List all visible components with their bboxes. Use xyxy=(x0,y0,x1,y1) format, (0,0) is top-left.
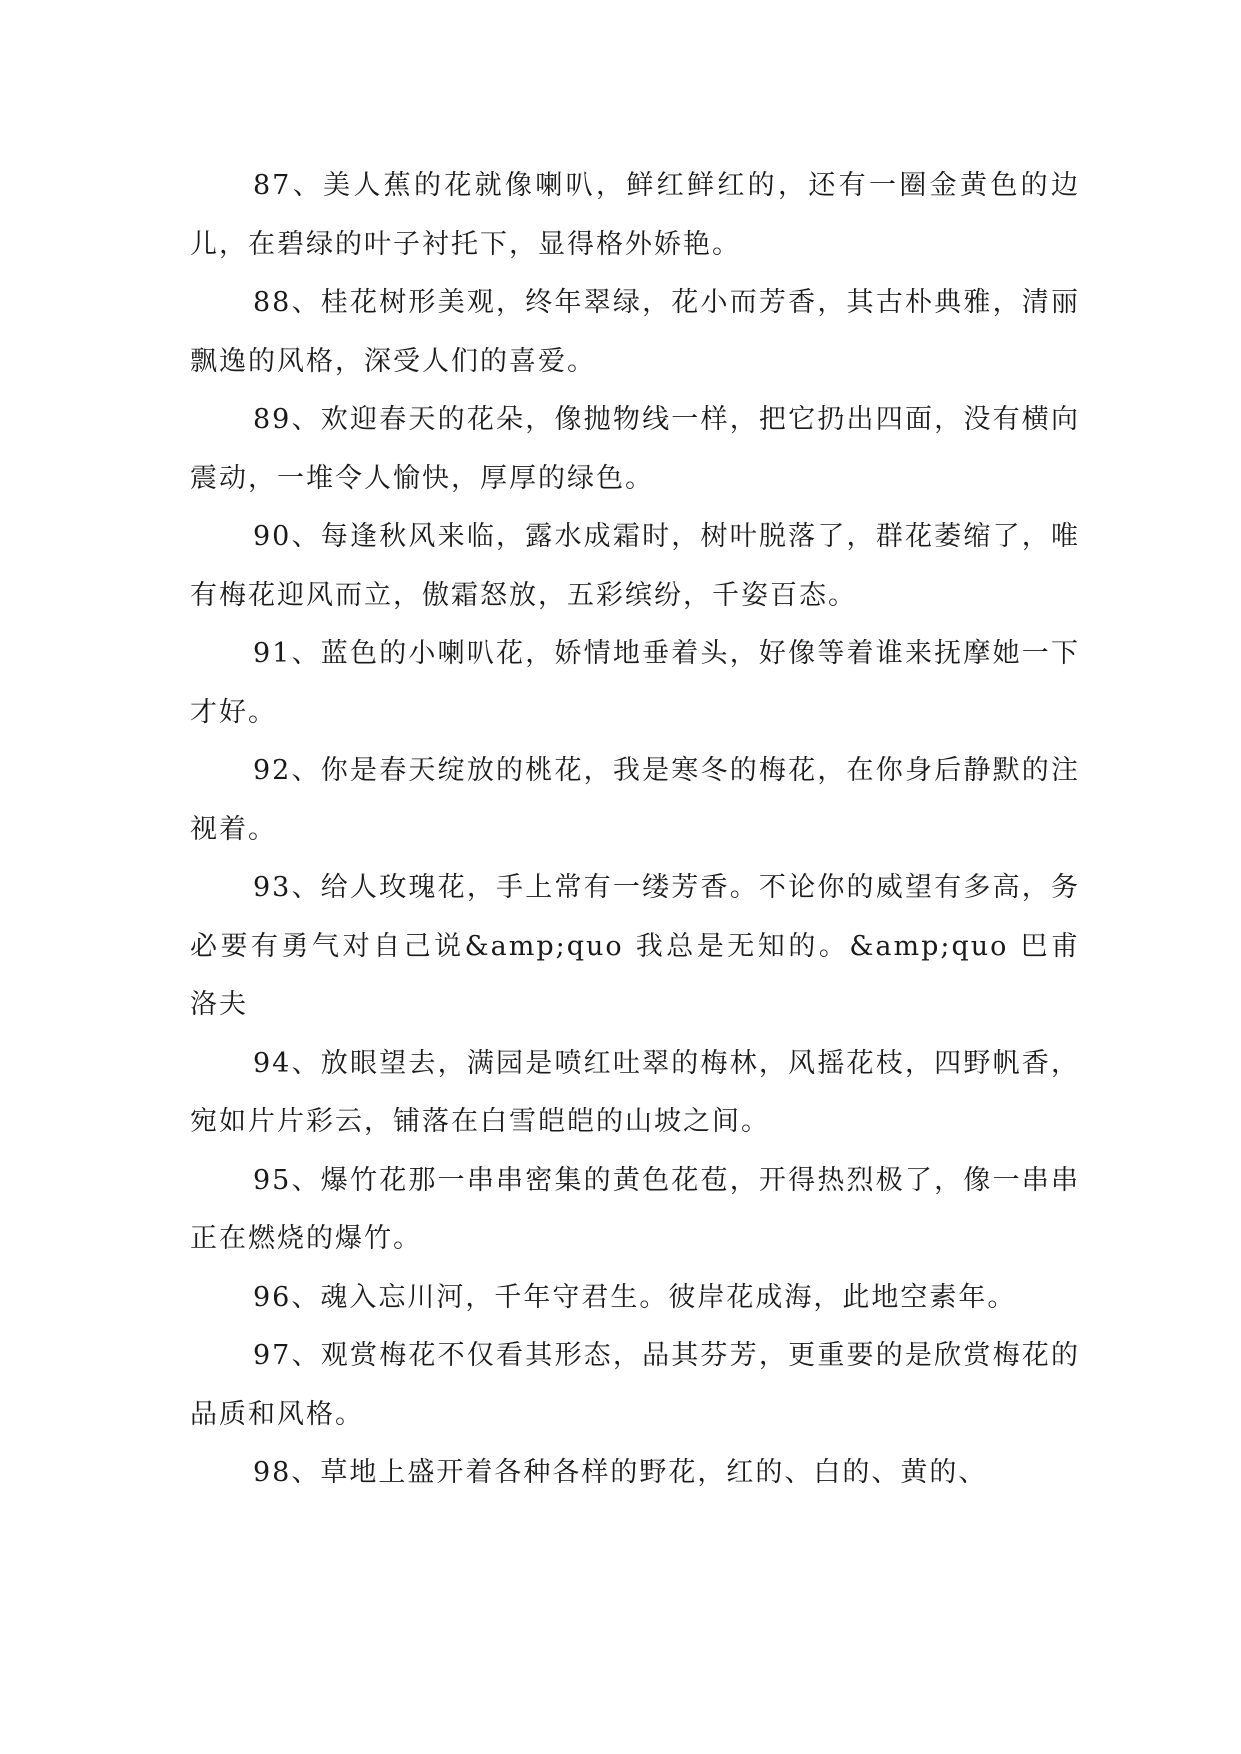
paragraph-95: 95、爆竹花那一串串密集的黄色花苞，开得热烈极了，像一串串正在燃烧的爆竹。 xyxy=(190,1164,1080,1254)
paragraph-88: 88、桂花树形美观，终年翠绿，花小而芳香，其古朴典雅，清丽飘逸的风格，深受人们的喜爱。 xyxy=(190,287,1080,377)
paragraph-96: 96、魂入忘川河，千年守君生。彼岸花成海，此地空素年。 xyxy=(253,1281,1017,1313)
paragraph-92: 92、你是春天绽放的桃花，我是寒冬的梅花，在你身后静默的注视着。 xyxy=(190,755,1080,845)
paragraph-90: 90、每逢秋风来临，露水成霜时，树叶脱落了，群花萎缩了，唯有梅花迎风而立，傲霜怒放，五彩缤纷，千姿百态。 xyxy=(190,521,1080,611)
paragraph-98: 98、草地上盛开着各种各样的野花，红的、白的、黄的、 xyxy=(253,1457,988,1488)
paragraph-94: 94、放眼望去，满园是喷红吐翠的梅林，风摇花枝，四野帆香，宛如片片彩云，铺落在白雪皑皑的山坡之间。 xyxy=(190,1047,1080,1137)
paragraph-93: 93、给人玫瑰花，手上常有一缕芳香。不论你的威望有多高，务必要有勇气对自己说&amp;quo 我总是无知的。&amp;quo 巴甫洛夫 xyxy=(190,872,1080,1020)
paragraph-89: 89、欢迎春天的花朵，像抛物线一样，把它扔出四面，没有横向震动，一堆令人愉快，厚厚的绿色。 xyxy=(190,404,1080,494)
paragraph-97: 97、观赏梅花不仅看其形态，品其芬芳，更重要的是欣赏梅花的品质和风格。 xyxy=(190,1340,1080,1430)
paragraph-87: 87、美人蕉的花就像喇叭，鲜红鲜红的，还有一圈金黄色的边儿，在碧绿的叶子衬托下，显得格外娇艳。 xyxy=(190,170,1080,260)
document-page xyxy=(190,157,1080,1503)
paragraph-91: 91、蓝色的小喇叭花，娇情地垂着头，好像等着谁来抚摩她一下才好。 xyxy=(190,638,1080,728)
